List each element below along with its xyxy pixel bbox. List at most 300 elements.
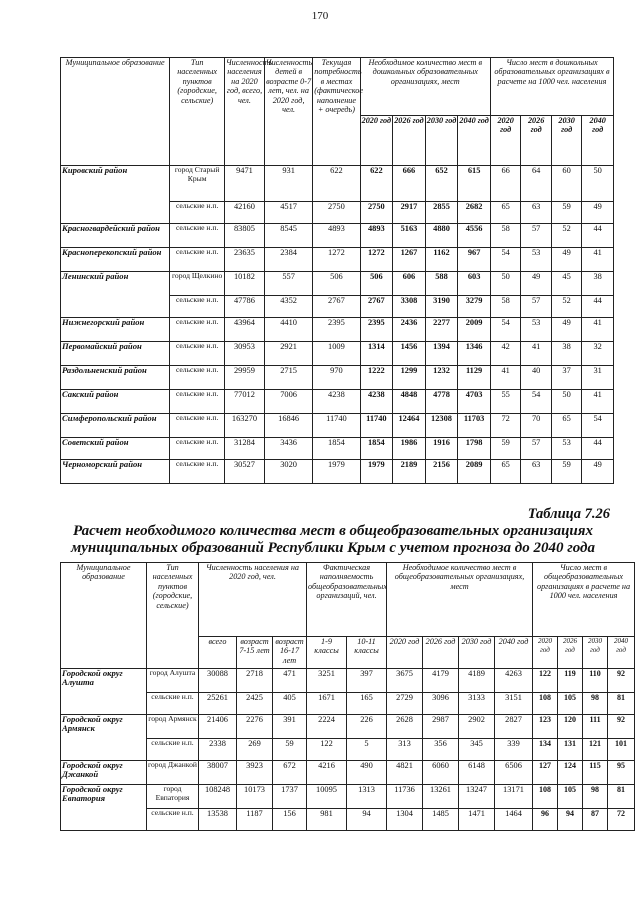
table-row: [61, 366, 614, 390]
table-cell: 4238: [313, 390, 360, 414]
table-cell: 1737: [273, 785, 307, 809]
table-cell: сельские н.п.: [170, 366, 225, 390]
table-cell: Кировский район: [61, 166, 170, 224]
table-cell: 622: [360, 166, 393, 202]
year-header: 2026 год: [521, 116, 551, 166]
table-cell: 1394: [425, 342, 458, 366]
table-cell: 2156: [425, 460, 458, 484]
table-cell: 4893: [360, 224, 393, 248]
table-cell: Советский район: [61, 438, 170, 460]
table-cell: сельские н.п.: [170, 460, 225, 484]
table-cell: 16846: [264, 414, 312, 438]
table-cell: 3436: [264, 438, 312, 460]
table-cell: 30527: [224, 460, 264, 484]
table-cell: 115: [583, 761, 608, 785]
sub-header: 1-9 классы: [307, 637, 347, 669]
table-cell: 6060: [423, 761, 459, 785]
sub-header: возраст 7-15 лет: [237, 637, 273, 669]
table-cell: 32: [582, 342, 614, 366]
table-cell: 2384: [264, 248, 312, 272]
table-cell: 92: [608, 715, 635, 739]
table-cell: 12464: [393, 414, 426, 438]
page-number: 170: [311, 10, 329, 22]
table-cell: Городской округ Армянск: [61, 715, 147, 761]
table-cell: 1456: [393, 342, 426, 366]
col-current-need: Текущая потребность в местах (фактическое наполнение + очередь): [313, 58, 360, 166]
table-cell: 2827: [495, 715, 533, 739]
table-row: [61, 761, 635, 785]
table-row: [61, 414, 614, 438]
table-cell: 40: [521, 366, 551, 390]
table-cell: 64: [521, 166, 551, 202]
table-cell: 59: [551, 460, 581, 484]
table-cell: 95: [608, 761, 635, 785]
year-header: 2026 год: [423, 637, 459, 669]
year-header: 2020 год: [360, 116, 393, 166]
table-cell: 666: [393, 166, 426, 202]
year-header: 2020 год: [387, 637, 423, 669]
table-cell: 120: [558, 715, 583, 739]
table-cell: сельские н.п.: [170, 224, 225, 248]
table-cell: 12308: [425, 414, 458, 438]
year-header: 2020 год: [533, 637, 558, 669]
table-cell: город Евпатория: [147, 785, 199, 809]
table-cell: 4238: [360, 390, 393, 414]
table-cell: Нижнегорский район: [61, 318, 170, 342]
table-cell: 1232: [425, 366, 458, 390]
table-cell: 156: [273, 809, 307, 831]
year-header: 2040 год: [582, 116, 614, 166]
table-cell: город Старый Крым: [170, 166, 225, 202]
table-cell: 1485: [423, 809, 459, 831]
table-row: [61, 785, 635, 809]
table-cell: 3133: [459, 693, 495, 715]
table-cell: сельские н.п.: [170, 296, 225, 318]
table-cell: 11740: [360, 414, 393, 438]
table-cell: 10173: [237, 785, 273, 809]
table-cell: 65: [551, 414, 581, 438]
table-cell: 6148: [459, 761, 495, 785]
sub-header: всего: [199, 637, 237, 669]
table-cell: 313: [387, 739, 423, 761]
school-table: [60, 562, 635, 831]
table-cell: 65: [490, 202, 520, 224]
table-cell: 38: [551, 342, 581, 366]
table-cell: 96: [533, 809, 558, 831]
table-cell: 4821: [387, 761, 423, 785]
table-cell: 1916: [425, 438, 458, 460]
table-cell: 108: [533, 693, 558, 715]
table-cell: сельские н.п.: [170, 438, 225, 460]
table-cell: 11703: [458, 414, 491, 438]
table-row: [61, 739, 635, 761]
table-cell: 603: [458, 272, 491, 296]
table-row: [61, 693, 635, 715]
table-cell: 119: [558, 669, 583, 693]
table-cell: 41: [582, 248, 614, 272]
col-required-places: Необходимое количество мест в общеобразовательных организациях, мест: [387, 563, 533, 637]
table-cell: 49: [521, 272, 551, 296]
table-row: [61, 318, 614, 342]
table-cell: Раздольненский район: [61, 366, 170, 390]
col-places-per-1000: Число мест в общеобразовательных организациях в расчете на 1000 чел. населения: [533, 563, 635, 637]
table-cell: 49: [582, 202, 614, 224]
table-cell: 4189: [459, 669, 495, 693]
table-cell: 3151: [495, 693, 533, 715]
preschool-table: [60, 57, 614, 484]
table-cell: 55: [490, 390, 520, 414]
table-cell: 30953: [224, 342, 264, 366]
table-cell: 2395: [313, 318, 360, 342]
table-cell: 45: [551, 272, 581, 296]
table-row: [61, 224, 614, 248]
table-row: [61, 715, 635, 739]
table-cell: 1129: [458, 366, 491, 390]
table-cell: 13247: [459, 785, 495, 809]
table-cell: 41: [490, 366, 520, 390]
table-cell: 54: [490, 318, 520, 342]
table-cell: 490: [347, 761, 387, 785]
table-cell: 2277: [425, 318, 458, 342]
table-cell: 47786: [224, 296, 264, 318]
year-header: 2040 год: [458, 116, 491, 166]
table-cell: 1464: [495, 809, 533, 831]
table-cell: 1304: [387, 809, 423, 831]
table-cell: 615: [458, 166, 491, 202]
col-actual-occupancy: Фактическая наполняемость общеобразовательных организаций, чел.: [307, 563, 387, 637]
table-cell: 58: [490, 296, 520, 318]
table-cell: 134: [533, 739, 558, 761]
table-row: [61, 342, 614, 366]
table-cell: сельские н.п.: [170, 342, 225, 366]
table-cell: 606: [393, 272, 426, 296]
table-cell: 4893: [313, 224, 360, 248]
table-cell: 981: [307, 809, 347, 831]
year-header: 2040 год: [495, 637, 533, 669]
table-cell: Красноперекопский район: [61, 248, 170, 272]
table-row: [61, 272, 614, 296]
table-cell: 2767: [313, 296, 360, 318]
table-cell: 1346: [458, 342, 491, 366]
table-cell: 49: [551, 248, 581, 272]
table-cell: 2436: [393, 318, 426, 342]
table-cell: Ленинский район: [61, 272, 170, 318]
table-cell: 339: [495, 739, 533, 761]
year-header: 2020 год: [490, 116, 520, 166]
table-cell: 2917: [393, 202, 426, 224]
table-cell: 5: [347, 739, 387, 761]
table-cell: 123: [533, 715, 558, 739]
table-cell: 41: [521, 342, 551, 366]
table-cell: 2987: [423, 715, 459, 739]
table-cell: 2682: [458, 202, 491, 224]
table-cell: 931: [264, 166, 312, 202]
table-cell: 506: [360, 272, 393, 296]
table-cell: 44: [582, 296, 614, 318]
table-cell: 2628: [387, 715, 423, 739]
table-cell: 4517: [264, 202, 312, 224]
table-cell: 356: [423, 739, 459, 761]
table-cell: 588: [425, 272, 458, 296]
table-cell: 4179: [423, 669, 459, 693]
table-cell: 81: [608, 785, 635, 809]
table-cell: 53: [521, 318, 551, 342]
table-cell: 23635: [224, 248, 264, 272]
table-title: Расчет необходимого количества мест в общеобразовательных организациях муниципальных образований Республики Крым с учетом прогноза до 2040 года: [70, 523, 596, 556]
col-children: Численность детей в возрасте 0-7 лет, чел. на 2020 год, чел.: [264, 58, 312, 166]
table-cell: 83805: [224, 224, 264, 248]
table-cell: 59: [551, 202, 581, 224]
table-cell: 59: [490, 438, 520, 460]
table-cell: 42: [490, 342, 520, 366]
table-cell: 2718: [237, 669, 273, 693]
table-cell: 65: [490, 460, 520, 484]
table-row: [61, 669, 635, 693]
table-cell: Красногвардейский район: [61, 224, 170, 248]
table-cell: 94: [558, 809, 583, 831]
table-cell: 2276: [237, 715, 273, 739]
col-municipality: Муниципальное образование: [61, 563, 147, 669]
table-cell: 1854: [360, 438, 393, 460]
table-cell: 98: [583, 785, 608, 809]
table-cell: 49: [551, 318, 581, 342]
table-cell: 50: [582, 166, 614, 202]
table-cell: 1798: [458, 438, 491, 460]
table-cell: 967: [458, 248, 491, 272]
table-cell: 2729: [387, 693, 423, 715]
table-cell: 2089: [458, 460, 491, 484]
table-cell: 3096: [423, 693, 459, 715]
table-cell: 21406: [199, 715, 237, 739]
table-cell: 345: [459, 739, 495, 761]
table-cell: 110: [583, 669, 608, 693]
table-cell: 1979: [313, 460, 360, 484]
table-cell: 11736: [387, 785, 423, 809]
table-cell: Первомайский район: [61, 342, 170, 366]
table-cell: 44: [582, 438, 614, 460]
table-cell: 44: [582, 224, 614, 248]
table-cell: 41: [582, 318, 614, 342]
table-cell: сельские н.п.: [170, 318, 225, 342]
col-places-per-1000: Число мест в дошкольных образовательных организациях в расчете на 1000 чел. населения: [490, 58, 613, 116]
table-cell: 81: [608, 693, 635, 715]
table-cell: 1162: [425, 248, 458, 272]
table-cell: 43964: [224, 318, 264, 342]
table-cell: 6506: [495, 761, 533, 785]
table-cell: 108248: [199, 785, 237, 809]
year-header: 2040 год: [608, 637, 635, 669]
table-cell: 5163: [393, 224, 426, 248]
table-cell: 7006: [264, 390, 312, 414]
table-cell: город Щелкино: [170, 272, 225, 296]
table-cell: 405: [273, 693, 307, 715]
table-cell: 122: [533, 669, 558, 693]
table-cell: 557: [264, 272, 312, 296]
table-cell: 127: [533, 761, 558, 785]
col-municipality: Муниципальное образование: [61, 58, 170, 166]
table-cell: 70: [521, 414, 551, 438]
table-cell: 53: [551, 438, 581, 460]
table-cell: 30088: [199, 669, 237, 693]
table-cell: 131: [558, 739, 583, 761]
table-cell: 4352: [264, 296, 312, 318]
table-cell: 87: [583, 809, 608, 831]
table-cell: 1313: [347, 785, 387, 809]
table-cell: 4778: [425, 390, 458, 414]
table-cell: 13261: [423, 785, 459, 809]
table-cell: Городской округ Евпатория: [61, 785, 147, 831]
col-settlement-type: Тип населенных пунктов (городские, сельские): [147, 563, 199, 669]
table-cell: город Джанкой: [147, 761, 199, 785]
table-cell: 4263: [495, 669, 533, 693]
table-cell: 92: [608, 669, 635, 693]
table-cell: Городской округ Джанкой: [61, 761, 147, 785]
table-cell: 52: [551, 224, 581, 248]
table-cell: 2224: [307, 715, 347, 739]
table-cell: 66: [490, 166, 520, 202]
table-cell: 1671: [307, 693, 347, 715]
table-cell: 2855: [425, 202, 458, 224]
table-cell: Симферопольский район: [61, 414, 170, 438]
table-cell: 121: [583, 739, 608, 761]
table-cell: сельские н.п.: [147, 739, 199, 761]
table-cell: 94: [347, 809, 387, 831]
table-cell: 2750: [313, 202, 360, 224]
table-cell: 13538: [199, 809, 237, 831]
table-cell: 105: [558, 693, 583, 715]
table-cell: 63: [521, 202, 551, 224]
table-cell: 397: [347, 669, 387, 693]
table-cell: 38: [582, 272, 614, 296]
table-cell: Городской округ Алушта: [61, 669, 147, 715]
table-cell: 970: [313, 366, 360, 390]
table-cell: 1314: [360, 342, 393, 366]
table-cell: 4703: [458, 390, 491, 414]
table-cell: 49: [582, 460, 614, 484]
col-required-places: Необходимое количество мест в дошкольных образовательных организациях, мест: [360, 58, 490, 116]
year-header: 2030 год: [425, 116, 458, 166]
table-cell: 1299: [393, 366, 426, 390]
table-cell: 269: [237, 739, 273, 761]
year-header: 2030 год: [551, 116, 581, 166]
table-cell: 59: [273, 739, 307, 761]
table-cell: сельские н.п.: [170, 414, 225, 438]
table-cell: город Алушта: [147, 669, 199, 693]
table-cell: 60: [551, 166, 581, 202]
table-cell: 1009: [313, 342, 360, 366]
table-cell: 50: [490, 272, 520, 296]
table-cell: 77012: [224, 390, 264, 414]
table-cell: 165: [347, 693, 387, 715]
table-cell: 3308: [393, 296, 426, 318]
table-cell: 54: [521, 390, 551, 414]
table-cell: 2395: [360, 318, 393, 342]
table-cell: 4880: [425, 224, 458, 248]
table-cell: 54: [490, 248, 520, 272]
table-cell: 471: [273, 669, 307, 693]
table-row: [61, 809, 635, 831]
table-cell: Черноморский район: [61, 460, 170, 484]
table-cell: 163270: [224, 414, 264, 438]
table-cell: 2750: [360, 202, 393, 224]
table-cell: 3675: [387, 669, 423, 693]
table-cell: 11740: [313, 414, 360, 438]
table-cell: 3190: [425, 296, 458, 318]
table-cell: 4410: [264, 318, 312, 342]
table-cell: сельские н.п.: [147, 693, 199, 715]
table-cell: 105: [558, 785, 583, 809]
table-cell: 50: [551, 390, 581, 414]
table-cell: 10182: [224, 272, 264, 296]
table-cell: 3251: [307, 669, 347, 693]
table-cell: 57: [521, 438, 551, 460]
year-header: 2030 год: [583, 637, 608, 669]
table-cell: 52: [551, 296, 581, 318]
table-cell: 98: [583, 693, 608, 715]
table-cell: 1986: [393, 438, 426, 460]
year-header: 2026 год: [393, 116, 426, 166]
table-label: Таблица 7.26: [527, 506, 610, 522]
table-cell: 2767: [360, 296, 393, 318]
col-population: Численность населения на 2020 год, чел.: [199, 563, 307, 637]
table-cell: 1979: [360, 460, 393, 484]
table-cell: 124: [558, 761, 583, 785]
table-cell: 57: [521, 296, 551, 318]
table-cell: 13171: [495, 785, 533, 809]
table-cell: 29959: [224, 366, 264, 390]
table-cell: 10095: [307, 785, 347, 809]
table-cell: 1187: [237, 809, 273, 831]
table-cell: 25261: [199, 693, 237, 715]
table-cell: 57: [521, 224, 551, 248]
sub-header: 10-11 классы: [347, 637, 387, 669]
table-cell: 1471: [459, 809, 495, 831]
table-cell: 2009: [458, 318, 491, 342]
table-cell: 2338: [199, 739, 237, 761]
col-population: Численность населения на 2020 год, всего, чел.: [224, 58, 264, 166]
table-cell: 4848: [393, 390, 426, 414]
table-cell: сельские н.п.: [147, 809, 199, 831]
table-cell: 1222: [360, 366, 393, 390]
table-cell: 54: [582, 414, 614, 438]
table-cell: 58: [490, 224, 520, 248]
table-cell: 108: [533, 785, 558, 809]
table-cell: сельские н.п.: [170, 390, 225, 414]
table-row: [61, 248, 614, 272]
table-cell: 391: [273, 715, 307, 739]
table-cell: 506: [313, 272, 360, 296]
table-cell: 4556: [458, 224, 491, 248]
table-row: [61, 460, 614, 484]
table-cell: 37: [551, 366, 581, 390]
table-row: [61, 438, 614, 460]
table-cell: 672: [273, 761, 307, 785]
table-cell: 63: [521, 460, 551, 484]
table-cell: 111: [583, 715, 608, 739]
table-cell: 72: [490, 414, 520, 438]
table-cell: 652: [425, 166, 458, 202]
table-cell: сельские н.п.: [170, 202, 225, 224]
table-cell: 53: [521, 248, 551, 272]
table-cell: 1272: [313, 248, 360, 272]
table-cell: 2902: [459, 715, 495, 739]
table-cell: 622: [313, 166, 360, 202]
table-cell: 3020: [264, 460, 312, 484]
col-settlement-type: Тип населенных пунктов (городские, сельские): [170, 58, 225, 166]
table-cell: 3923: [237, 761, 273, 785]
table-cell: 9471: [224, 166, 264, 202]
table-cell: 2715: [264, 366, 312, 390]
